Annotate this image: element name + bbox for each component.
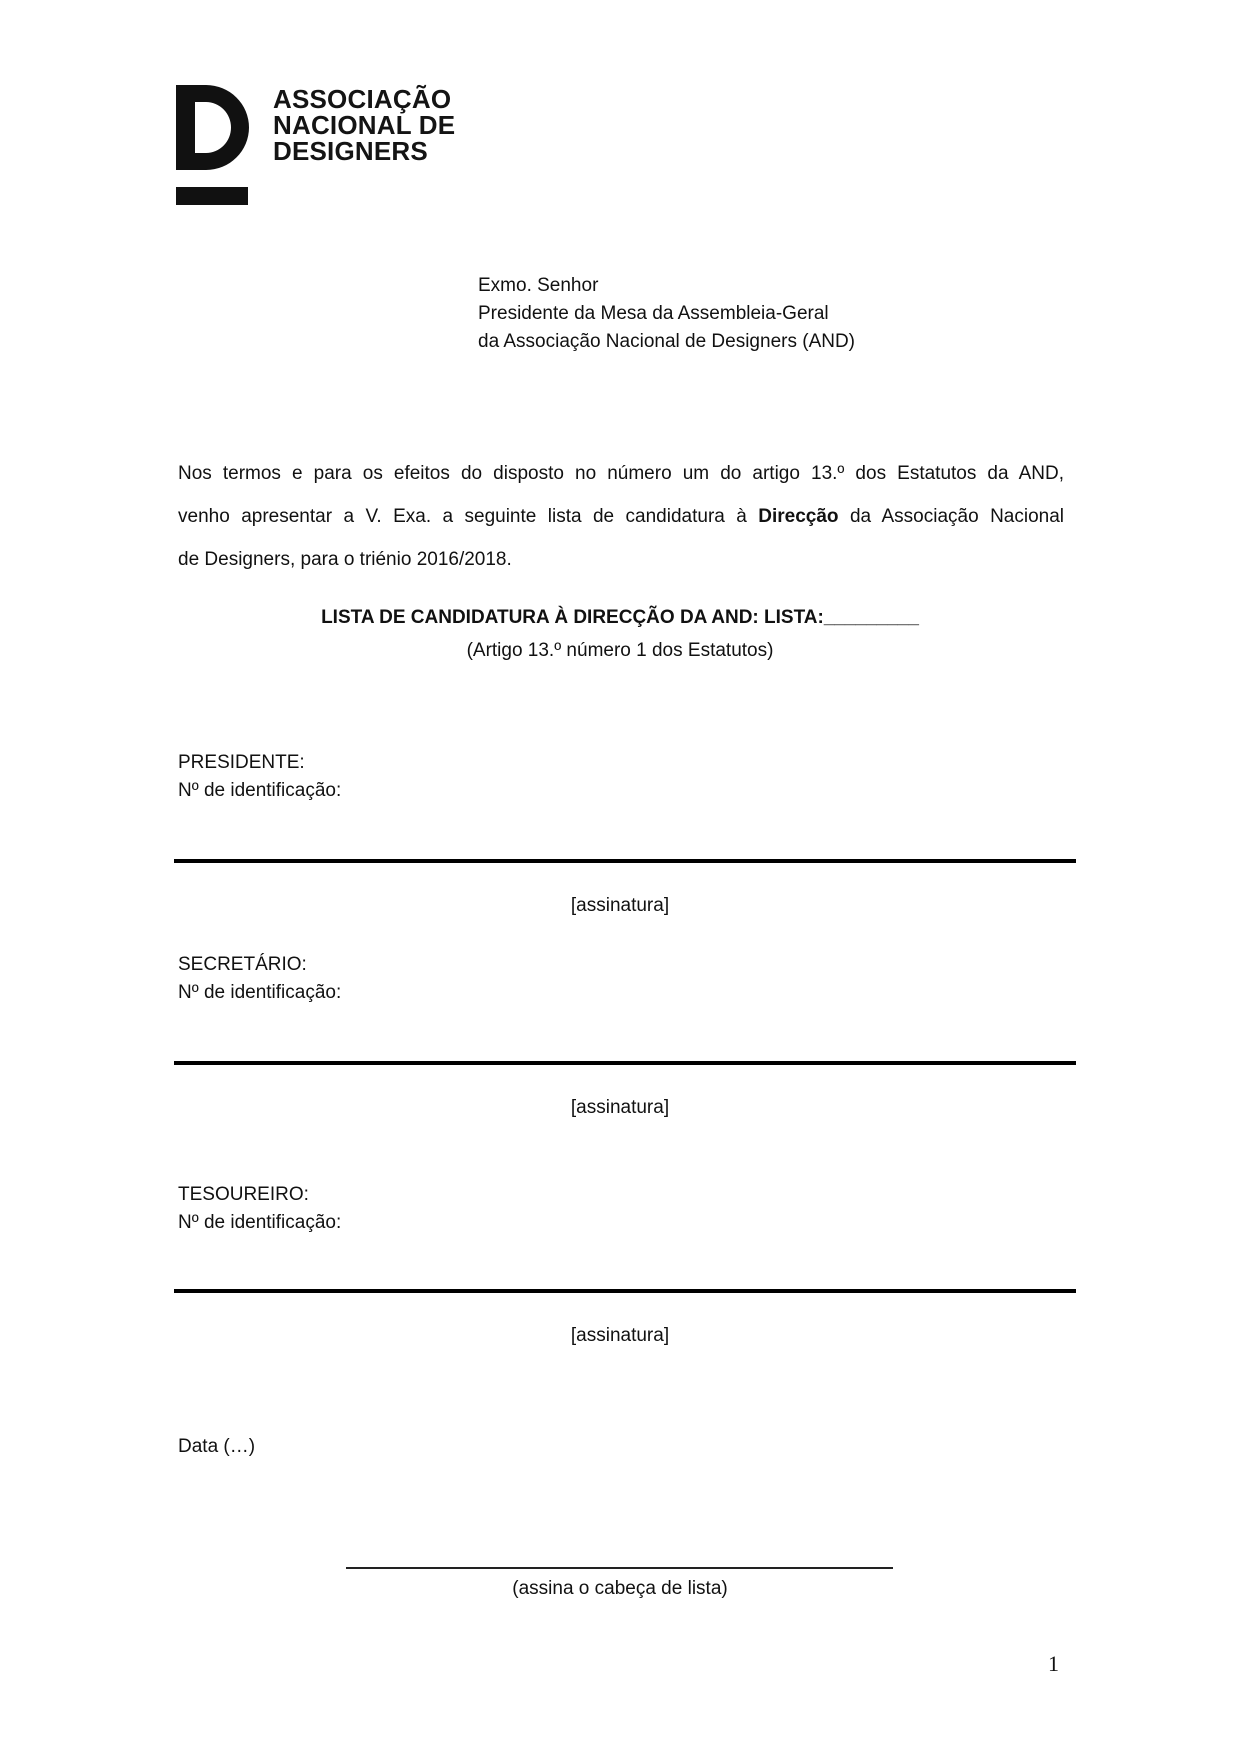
body-paragraph bbox=[178, 452, 1064, 581]
secretary-role-label: SECRETÁRIO: bbox=[178, 954, 307, 975]
paragraph-line-2-start: venho apresentar a V. Exa. a seguinte lista de candidatura à bbox=[178, 506, 759, 527]
secretary-signature-caption: [assinatura] bbox=[570, 1097, 670, 1118]
address-line-1: Exmo. Senhor bbox=[478, 275, 599, 296]
president-id-label: Nº de identificação: bbox=[178, 780, 342, 801]
address-line-2: Presidente da Mesa da Assembleia-Geral bbox=[478, 303, 829, 324]
treasurer-role-label: TESOUREIRO: bbox=[178, 1184, 309, 1205]
logo-line-2: NACIONAL DE bbox=[273, 110, 456, 140]
direccao-bold: Direcção bbox=[758, 506, 839, 527]
address-line-3: da Associação Nacional de Designers (AND) bbox=[478, 331, 856, 352]
list-title: LISTA DE CANDIDATURA À DIRECÇÃO DA AND: LISTA:_________ bbox=[321, 607, 919, 628]
paragraph-line-3: de Designers, para o triénio 2016/2018. bbox=[178, 549, 512, 570]
recipient-address bbox=[478, 272, 855, 356]
treasurer-signature-caption: [assinatura] bbox=[570, 1325, 670, 1346]
head-of-list-signature-line bbox=[346, 1567, 893, 1569]
treasurer-id-label: Nº de identificação: bbox=[178, 1212, 342, 1233]
date-label: Data (…) bbox=[178, 1436, 256, 1457]
secretary-id-label: Nº de identificação: bbox=[178, 982, 342, 1003]
logo-d-mark-icon bbox=[176, 85, 249, 170]
president-signature-caption: [assinatura] bbox=[570, 895, 670, 916]
page-number: 1 bbox=[1048, 1651, 1059, 1676]
logo-underline-bar bbox=[176, 187, 248, 205]
treasurer-signature-line bbox=[174, 1289, 1076, 1293]
president-role-label: PRESIDENTE: bbox=[178, 752, 305, 773]
logo-line-3: DESIGNERS bbox=[273, 136, 428, 166]
association-logo bbox=[176, 85, 476, 207]
paragraph-line-2 bbox=[178, 495, 1064, 538]
list-subtitle: (Artigo 13.º número 1 dos Estatutos) bbox=[466, 640, 774, 661]
president-signature-line bbox=[174, 859, 1076, 863]
secretary-signature-line bbox=[174, 1061, 1076, 1065]
logo-wordmark bbox=[273, 86, 455, 164]
head-of-list-caption: (assina o cabeça de lista) bbox=[512, 1578, 728, 1599]
paragraph-line-1: Nos termos e para os efeitos do disposto no número um do artigo 13.º dos Estatutos da AND, bbox=[178, 463, 1064, 484]
logo-line-1: ASSOCIAÇÃO bbox=[273, 84, 452, 114]
paragraph-line-2-end: da Associação Nacional bbox=[838, 506, 1065, 527]
